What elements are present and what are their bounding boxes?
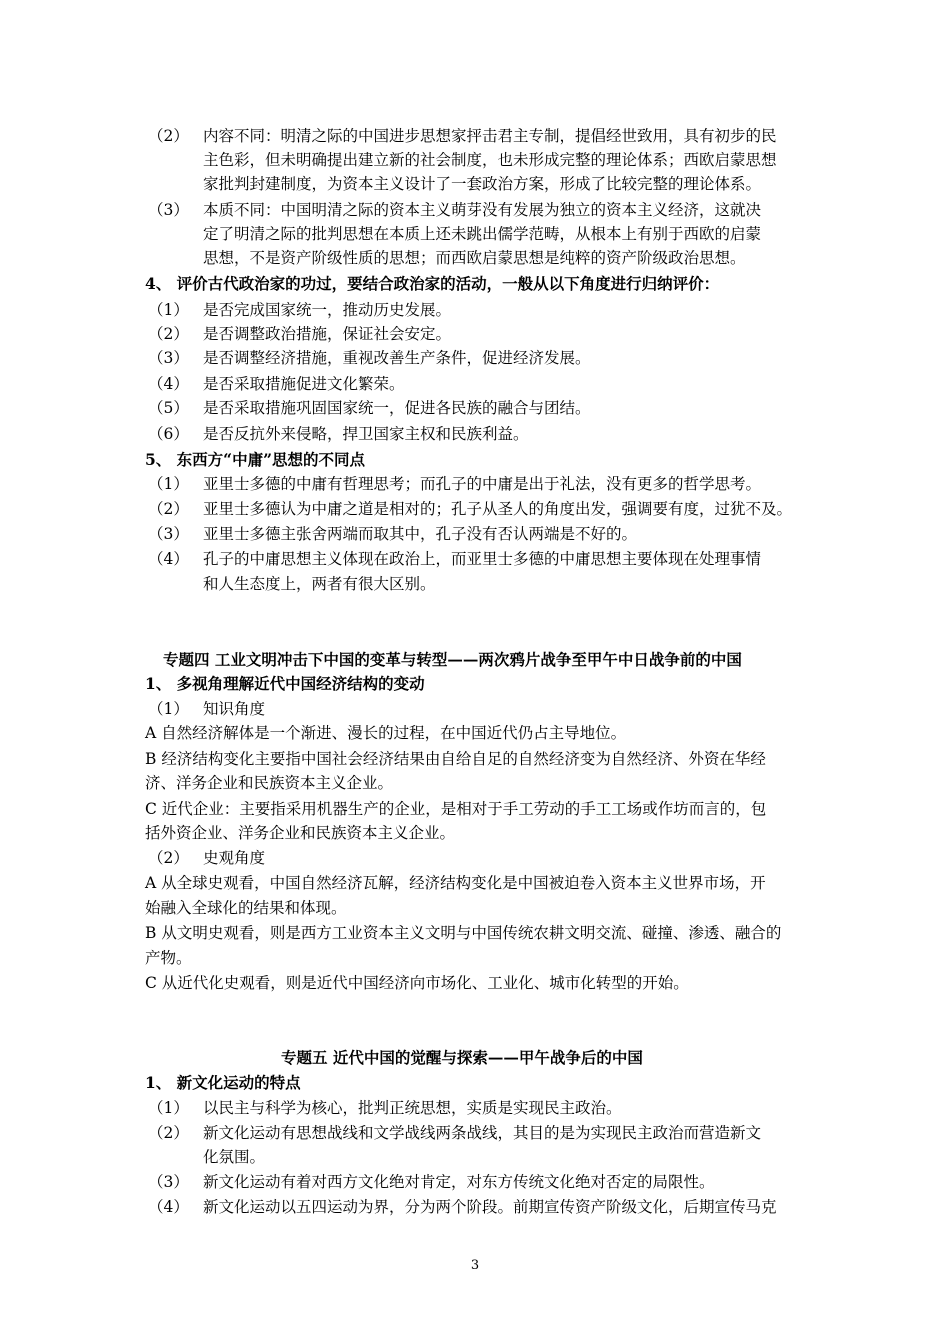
list-item-text: 新文化运动有着对西方文化绝对肯定，对东方传统文化绝对否定的局限性。: [203, 1173, 715, 1191]
item-number: （2）: [148, 849, 189, 867]
item-number: （3）: [148, 349, 189, 367]
subheading: 知识角度: [203, 700, 266, 718]
section-heading: 4、 评价古代政治家的功过，要结合政治家的活动，一般从以下角度进行归纳评价：: [145, 274, 720, 293]
list-item-text: 新文化运动以五四运动为界，分为两个阶段。前期宣传资产阶级文化，后期宣传马克: [203, 1198, 777, 1216]
item-number: （3）: [148, 201, 189, 219]
paragraph-line: B 经济结构变化主要指中国社会经济结果由自给自足的自然经济变为自然经济、外资在华经: [145, 750, 766, 768]
item-number: （3）: [148, 1173, 189, 1191]
paragraph-line: A 从全球史观看，中国自然经济瓦解，经济结构变化是中国被迫卷入资本主义世界市场，开: [145, 874, 766, 892]
list-item-text: 是否反抗外来侵略，捍卫国家主权和民族利益。: [203, 425, 529, 443]
text-line: 内容不同：明清之际的中国进步思想家抨击君主专制，提倡经世致用，具有初步的民: [203, 127, 777, 145]
subheading: 史观角度: [203, 849, 266, 867]
list-item-text: 和人生态度上，两者有很大区别。: [203, 575, 436, 593]
item-number: （4）: [148, 375, 189, 393]
text-line: 主色彩，但未明确提出建立新的社会制度，也未形成完整的理论体系；西欧启蒙思想: [203, 151, 777, 169]
item-number: （1）: [148, 301, 189, 319]
item-number: （1）: [148, 475, 189, 493]
list-item-text: 新文化运动有思想战线和文学战线两条战线，其目的是为实现民主政治而营造新文: [203, 1124, 762, 1142]
item-number: （4）: [148, 550, 189, 568]
text-line: 本质不同：中国明清之际的资本主义萌芽没有发展为独立的资本主义经济，这就决: [203, 201, 762, 219]
text-line: 家批判封建制度，为资本主义设计了一套政治方案，形成了比较完整的理论体系。: [203, 175, 762, 193]
paragraph-line: 产物。: [145, 949, 192, 967]
list-item-text: 是否完成国家统一，推动历史发展。: [203, 301, 452, 319]
item-number: （2）: [148, 1124, 189, 1142]
list-item-text: 是否调整经济措施，重视改善生产条件，促进经济发展。: [203, 349, 591, 367]
item-number: （6）: [148, 425, 189, 443]
list-item-text: 亚里士多德主张舍两端而取其中，孔子没有否认两端是不好的。: [203, 525, 638, 543]
list-item-text: 是否调整政治措施，保证社会安定。: [203, 325, 452, 343]
paragraph-line: A 自然经济解体是一个渐进、漫长的过程，在中国近代仍占主导地位。: [145, 724, 627, 742]
text-line: 定了明清之际的批判思想在本质上还未跳出儒学范畴，从根本上有别于西欧的启蒙: [203, 225, 762, 243]
page-number: 3: [470, 1258, 480, 1273]
text-line: 思想，不是资产阶级性质的思想；而西欧启蒙思想是纯粹的资产阶级政治思想。: [203, 249, 746, 267]
topic-title: 专题四 工业文明冲击下中国的变革与转型——两次鸦片战争至甲午中日战争前的中国: [163, 650, 742, 669]
list-item-text: 是否采取措施促进文化繁荣。: [203, 375, 405, 393]
list-item-text: 化氛围。: [203, 1148, 266, 1166]
list-item-text: 亚里士多德认为中庸之道是相对的；孔子从圣人的角度出发，强调要有度，过犹不及。: [203, 500, 793, 518]
list-item-text: 以民主与科学为核心，批判正统思想，实质是实现民主政治。: [203, 1099, 622, 1117]
paragraph-line: 括外资企业、洋务企业和民族资本主义企业。: [145, 824, 456, 842]
item-number: （2）: [148, 325, 189, 343]
topic-title: 专题五 近代中国的觉醒与探索——甲午战争后的中国: [281, 1048, 643, 1067]
item-number: （4）: [148, 1198, 189, 1216]
item-number: （5）: [148, 399, 189, 417]
list-item-text: 孔子的中庸思想主义体现在政治上，而亚里士多德的中庸思想主要体现在处理事情: [203, 550, 762, 568]
paragraph-line: C 近代企业：主要指采用机器生产的企业，是相对于手工劳动的手工工场或作坊而言的，包: [145, 800, 767, 818]
item-number: （1）: [148, 1099, 189, 1117]
list-item-text: 亚里士多德的中庸有哲理思考；而孔子的中庸是出于礼法，没有更多的哲学思考。: [203, 475, 762, 493]
item-number: （2）: [148, 127, 189, 145]
section-heading: 1、 新文化运动的特点: [145, 1073, 301, 1092]
paragraph-line: 济、洋务企业和民族资本主义企业。: [145, 774, 394, 792]
section-heading: 1、 多视角理解近代中国经济结构的变动: [145, 674, 425, 693]
section-heading: 5、 东西方“中庸”思想的不同点: [145, 450, 366, 469]
item-number: （3）: [148, 525, 189, 543]
paragraph-line: B 从文明史观看，则是西方工业资本主义文明与中国传统农耕文明交流、碰撞、渗透、融合的: [145, 924, 782, 942]
item-number: （2）: [148, 500, 189, 518]
list-item-text: 是否采取措施巩固国家统一，促进各民族的融合与团结。: [203, 399, 591, 417]
paragraph-line: 始融入全球化的结果和体现。: [145, 899, 347, 917]
paragraph-line: C 从近代化史观看，则是近代中国经济向市场化、工业化、城市化转型的开始。: [145, 974, 689, 992]
item-number: （1）: [148, 700, 189, 718]
